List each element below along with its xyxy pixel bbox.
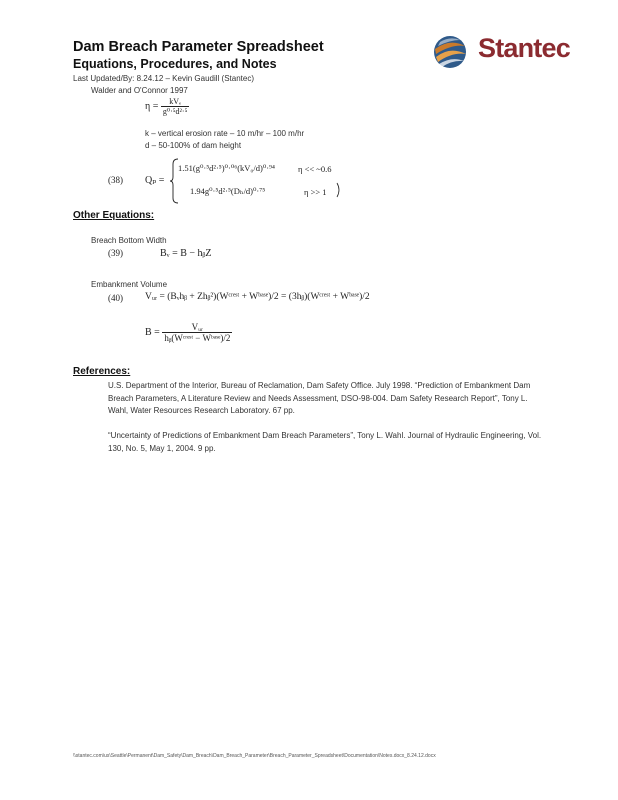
b-denominator: hᵦ(Wᶜʳᵉˢᵗ − Wᵇᵃˢᵉ)/2: [164, 333, 231, 343]
d-definition: d – 50-100% of dam height: [145, 141, 242, 150]
eta-fraction: [161, 97, 190, 116]
b-numerator: Vᵤᵣ: [162, 322, 232, 333]
eta-numerator: kVₑ: [161, 97, 190, 107]
page-title: Dam Breach Parameter Spreadsheet: [73, 39, 324, 55]
reference-item: “Uncertainty of Predictions of Embankment Dam Breach Parameters”, Tony L. Wahl. Journal of Hydraulic Engineering, Vol. 130, No. 5, May 1, 2004. 9 pp.: [108, 431, 542, 453]
other-equations-heading: Other Equations:: [73, 210, 155, 221]
k-definition: k – vertical erosion rate – 10 m/hr – 100 m/hr: [145, 129, 305, 138]
eta-denominator: g⁰·⁵d²·⁵: [162, 107, 188, 116]
eq38-number: (38): [108, 175, 123, 185]
qp-lhs: Qₚ =: [145, 175, 165, 186]
b-equation: [145, 322, 232, 343]
qp-case-1: 1.51(g⁰·⁵d²·⁵)⁰·⁰⁶(kV₀/d)⁰·⁹⁴: [178, 163, 275, 173]
eq39-number: (39): [108, 248, 123, 258]
eq40-number: (40): [108, 293, 123, 303]
qp-case-1-condition: η << ~0.6: [298, 164, 332, 174]
closing-paren-icon: [336, 182, 342, 198]
reference-item: U.S. Department of the Interior, Bureau of Reclamation, Dam Safety Office. July 1998. “Prediction of Embankment Dam Breach Parameters, A Literature Review and Needs Assessment, DSO-98-004. Dam Safety Research Report”, Tony L. Wahl, Water Resources Research Laboratory. 67 pp.: [108, 381, 531, 415]
last-updated-note: Last Updated/By: 8.24.12 – Kevin Gaudill (Stantec): [73, 74, 254, 83]
stantec-logo: [432, 32, 587, 72]
stantec-globe-icon: [432, 32, 472, 72]
references-heading: References:: [73, 366, 131, 377]
qp-case-2: 1.94g⁰·⁵d²·⁵(Dₕ/d)⁰·⁷⁵: [190, 186, 266, 196]
walder-citation: Walder and O'Connor 1997: [91, 86, 188, 95]
b-fraction: [162, 322, 232, 343]
eq40-expression: Vᵤᵣ = (Bᵥhᵦ + Zhᵦ²)(Wᶜʳᵉˢᵗ + Wᵇᵃˢᵉ)/2 = (3hᵦ)(Wᶜʳᵉˢᵗ + Wᵇᵃˢᵉ)/2: [145, 292, 370, 302]
file-path-footer: \\stantec.com\us\Seattle\Permanent\Dam_Safety\Dam_Breach\Dam_Breach_Parameter\Breach_Parameter_Spreadsheet\Documentation\Notes.docx_8.24.12.docx: [73, 753, 436, 759]
embankment-volume-label: Embankment Volume: [91, 280, 168, 289]
bottom-width-label: Breach Bottom Width: [91, 236, 167, 245]
stantec-wordmark: Stantec: [478, 33, 570, 63]
page-subtitle: Equations, Procedures, and Notes: [73, 57, 277, 71]
b-lhs: B =: [145, 326, 160, 338]
eta-lhs: η =: [145, 100, 159, 112]
qp-case-2-condition: η >> 1: [304, 187, 327, 197]
eta-equation: [145, 97, 189, 116]
eq39-expression: Bᵥ = B − hᵦZ: [160, 248, 212, 259]
